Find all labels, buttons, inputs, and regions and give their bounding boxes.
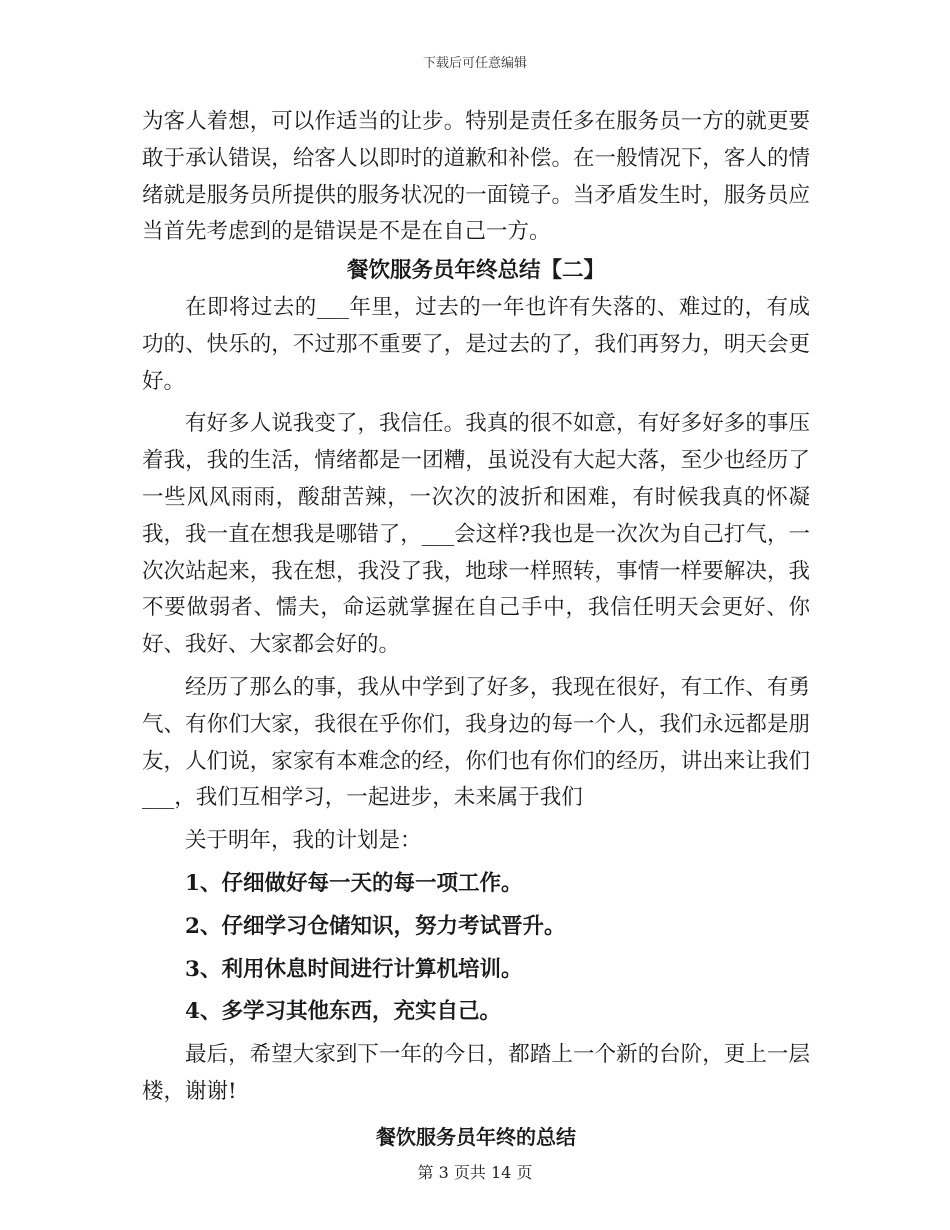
paragraph-2: 在即将过去的___年里，过去的一年也许有失落的、难过的，有成功的、快乐的，不过那不重要了，是过去的了，我们再努力，明天会更好。 bbox=[142, 294, 810, 394]
plan-item-2: 2、仔细学习仓储知识，努力考试晋升。 bbox=[185, 913, 566, 939]
section-title-next: 餐饮服务员年终的总结 bbox=[376, 1124, 576, 1149]
paragraph-1: 为客人着想，可以作适当的让步。特别是责任多在服务员一方的就更要敢于承认错误，给客人以即时的道歉和补偿。在一般情况下，客人的情绪就是服务员所提供的服务状况的一面镜子。当矛盾发生时，服务员应当首先考虑到的是错误是不是在自己一方。 bbox=[142, 109, 810, 245]
plan-intro: 关于明年，我的计划是： bbox=[185, 828, 422, 854]
paragraph-4: 经历了那么的事，我从中学到了好多，我现在很好，有工作、有勇气、有你们大家，我很在乎你们，我身边的每一个人，我们永远都是朋友，人们说，家家有本难念的经，你们也有你们的经历，讲出来让我们___，我们互相学习，一起进步，未来属于我们 bbox=[142, 674, 810, 811]
paragraph-3: 有好多人说我变了，我信任。我真的很不如意，有好多好多的事压着我，我的生活，情绪都是一团糟，虽说没有大起大落，至少也经历了一些风风雨雨，酸甜苦辣，一次次的波折和困难，有时候我真的怀凝我，我一直在想我是哪错了，___会这样?我也是一次次为自己打气，一次次站起来，我在想，我没了我，地球一样照转，事情一样要解决，我不要做弱者、懦夫，命运就掌握在自己手中，我信任明天会更好、你好、我好、大家都会好的。 bbox=[142, 411, 810, 658]
page-header: 下载后可任意编辑 bbox=[422, 56, 527, 71]
plan-item-4: 4、多学习其他东西，充实自己。 bbox=[185, 999, 501, 1025]
page-footer: 第 3 页共 14 页 bbox=[417, 1163, 533, 1182]
section-title-2: 餐饮服务员年终总结【二】 bbox=[346, 258, 605, 284]
plan-item-1: 1、仔细做好每一天的每一项工作。 bbox=[185, 870, 523, 896]
plan-item-3: 3、利用休息时间进行计算机培训。 bbox=[185, 956, 523, 982]
document-body bbox=[142, 104, 810, 1156]
closing-paragraph: 最后，希望大家到下一年的今日，都踏上一个新的台阶，更上一层楼，谢谢! bbox=[142, 1042, 810, 1104]
